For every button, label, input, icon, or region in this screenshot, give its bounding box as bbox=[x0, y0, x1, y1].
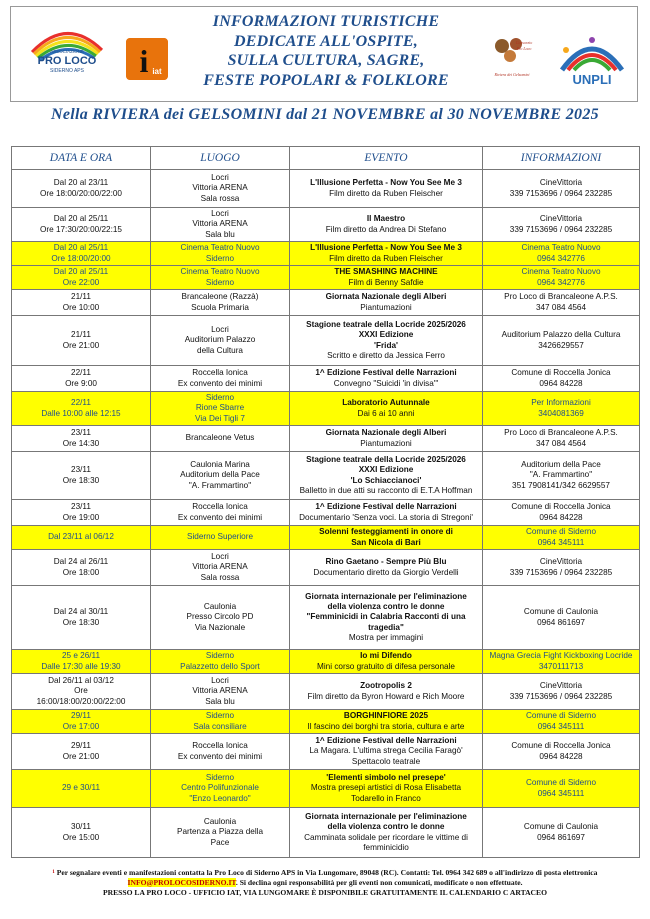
cell-evento bbox=[290, 290, 483, 316]
cell-evento bbox=[290, 650, 483, 674]
cell-informazioni: CineVittoria 339 7153696 / 0964 232285 bbox=[483, 674, 640, 710]
event-title: Io mi Difendo bbox=[360, 651, 412, 661]
header-title-line-2: DEDICATE ALL'OSPITE, bbox=[234, 32, 418, 50]
cell-evento bbox=[290, 242, 483, 266]
cell-data-ora: 21/11 Ore 10:00 bbox=[12, 290, 151, 316]
event-description: Film diretto da Ruben Fleischer bbox=[329, 188, 443, 198]
cell-luogo: Siderno Centro Polifunzionale "Enzo Leonardo" bbox=[151, 770, 290, 808]
cell-evento bbox=[290, 808, 483, 858]
event-description: Piantumazioni bbox=[360, 302, 412, 312]
cell-evento bbox=[290, 316, 483, 366]
table-row bbox=[12, 392, 640, 426]
header-title-line-4: FESTE POPOLARI & FOLKLORE bbox=[203, 71, 449, 89]
event-description: Film di Benny Safdie bbox=[348, 277, 424, 287]
header-title-line-1: INFORMAZIONI TURISTICHE bbox=[212, 13, 440, 30]
consorzio-text-2: Pro Loco bbox=[516, 46, 532, 51]
cell-informazioni: CineVittoria 339 7153696 / 0964 232285 bbox=[483, 550, 640, 586]
cell-informazioni: Auditorium Palazzo della Cultura 3426629557 bbox=[483, 316, 640, 366]
cell-luogo: Cinema Teatro Nuovo Siderno bbox=[151, 242, 290, 266]
table-row bbox=[12, 290, 640, 316]
cell-informazioni: Pro Loco di Brancaleone A.P.S. 347 084 4564 bbox=[483, 290, 640, 316]
cell-informazioni: Cinema Teatro Nuovo 0964 342776 bbox=[483, 266, 640, 290]
event-description: Dai 6 ai 10 anni bbox=[357, 408, 415, 418]
iat-logo-text: iat bbox=[152, 67, 162, 76]
table-row bbox=[12, 500, 640, 526]
cell-data-ora: 21/11 Ore 21:00 bbox=[12, 316, 151, 366]
cell-evento bbox=[290, 770, 483, 808]
cell-data-ora: 22/11 Ore 9:00 bbox=[12, 366, 151, 392]
cell-data-ora: Dal 24 al 30/11 Ore 18:30 bbox=[12, 586, 151, 650]
footer-line-2: PRESSO LA PRO LOCO - UFFICIO IAT, VIA LUNGOMARE È DISPONIBILE GRATUITAMENTE IL CALENDARIO C ARTACEO bbox=[102, 888, 548, 897]
event-description: Camminata solidale per ricordare le vittime di femminicidio bbox=[304, 832, 468, 852]
cell-data-ora: Dal 26/11 al 03/12 Ore 16:00/18:00/20:00/22:00 bbox=[12, 674, 151, 710]
footer-line-1b: elettronica bbox=[563, 868, 598, 877]
cell-evento bbox=[290, 426, 483, 452]
cell-evento bbox=[290, 550, 483, 586]
footer-mark: ¹ bbox=[52, 868, 57, 877]
table-header-row bbox=[12, 147, 640, 170]
consorzio-proloco-logo bbox=[486, 32, 538, 82]
cell-informazioni: Comune di Roccella Jonica 0964 84228 bbox=[483, 734, 640, 770]
cell-luogo: Siderno Palazzetto dello Sport bbox=[151, 650, 290, 674]
event-description: Documentario 'Senza voci. La storia di Stregoni' bbox=[299, 512, 473, 522]
cell-informazioni: CineVittoria 339 7153696 / 0964 232285 bbox=[483, 208, 640, 242]
cell-luogo: Siderno Sala consiliare bbox=[151, 710, 290, 734]
table-row bbox=[12, 316, 640, 366]
event-title: BORGHINFIORE 2025 bbox=[343, 711, 429, 721]
events-table-body bbox=[12, 170, 640, 858]
event-description: Film diretto da Ruben Fleischer bbox=[329, 253, 443, 263]
event-description: Film diretto da Andrea Di Stefano bbox=[325, 224, 447, 234]
event-title: L'Illusione Perfetta - Now You See Me 3 bbox=[310, 243, 462, 253]
cell-evento bbox=[290, 208, 483, 242]
cell-evento bbox=[290, 452, 483, 500]
cell-data-ora: 25 e 26/11 Dalle 17:30 alle 19:30 bbox=[12, 650, 151, 674]
cell-informazioni: Comune di Caulonia 0964 861697 bbox=[483, 808, 640, 858]
cell-evento bbox=[290, 500, 483, 526]
event-description: Il fascino dei borghi tra storia, cultura e arte bbox=[307, 721, 465, 731]
event-title: 'Elementi simbolo nel presepe' bbox=[326, 773, 446, 783]
footer-line-1a: Per segnalare eventi e manifestazioni contatta la Pro Loco di Siderno APS in Via Lungomare, 89048 (RC). Contatti: Tel. 0964 342 689 o all'indirizzo di posta bbox=[56, 868, 562, 877]
header-title bbox=[196, 12, 456, 90]
cell-luogo: Siderno Superiore bbox=[151, 526, 290, 550]
table-row bbox=[12, 650, 640, 674]
table-row bbox=[12, 674, 640, 710]
cell-luogo: Locri Vittoria ARENA Sala rossa bbox=[151, 170, 290, 208]
cell-luogo: Cinema Teatro Nuovo Siderno bbox=[151, 266, 290, 290]
table-row bbox=[12, 586, 640, 650]
cell-luogo: Caulonia Marina Auditorium della Pace "A. Frammartino" bbox=[151, 452, 290, 500]
event-title: 1^ Edizione Festival delle Narrazioni bbox=[315, 502, 457, 512]
footer-note bbox=[14, 868, 636, 898]
event-description: Mini corso gratuito di difesa personale bbox=[317, 661, 455, 671]
header-evento: EVENTO bbox=[290, 147, 483, 170]
cell-evento bbox=[290, 392, 483, 426]
table-row bbox=[12, 242, 640, 266]
event-title: THE SMASHING MACHINE bbox=[334, 267, 438, 277]
table-row bbox=[12, 550, 640, 586]
proloco-assoc-text: ASSOCIAZIONE bbox=[50, 49, 84, 54]
event-title: Zootropolis 2 bbox=[360, 681, 412, 691]
cell-luogo: Roccella Ionica Ex convento dei minimi bbox=[151, 366, 290, 392]
table-row bbox=[12, 710, 640, 734]
cell-informazioni: Comune di Siderno 0964 345111 bbox=[483, 770, 640, 808]
cell-informazioni: Comune di Roccella Jonica 0964 84228 bbox=[483, 366, 640, 392]
event-title: 1^ Edizione Festival delle Narrazioni bbox=[315, 368, 457, 378]
event-description: La Magara. L'ultima strega Cecilia Faragò' Spettacolo teatrale bbox=[309, 746, 463, 766]
table-row bbox=[12, 808, 640, 858]
cell-luogo: Locri Vittoria ARENA Sala rossa bbox=[151, 550, 290, 586]
cell-data-ora: Dal 23/11 al 06/12 bbox=[12, 526, 151, 550]
cell-evento bbox=[290, 710, 483, 734]
cell-data-ora: 29/11 Ore 21:00 bbox=[12, 734, 151, 770]
cell-informazioni: Pro Loco di Brancaleone A.P.S. 347 084 4564 bbox=[483, 426, 640, 452]
cell-data-ora: Dal 24 al 26/11 Ore 18:00 bbox=[12, 550, 151, 586]
unpli-logo-text: UNPLI bbox=[572, 72, 612, 87]
cell-luogo: Caulonia Presso Circolo PD Via Nazionale bbox=[151, 586, 290, 650]
cell-evento bbox=[290, 366, 483, 392]
event-title: Stagione teatrale della Locride 2025/2026 XXXI Edizione 'Frida' bbox=[306, 320, 466, 350]
table-row bbox=[12, 734, 640, 770]
cell-informazioni: Auditorium della Pace "A. Frammartino" 351 7908141/342 6629557 bbox=[483, 452, 640, 500]
event-title: Stagione teatrale della Locride 2025/2026 XXXI Edizione 'Lo Schiaccianoci' bbox=[306, 455, 466, 485]
cell-luogo: Roccella Ionica Ex convento dei minimi bbox=[151, 500, 290, 526]
cell-data-ora: Dal 20 al 25/11 Ore 22:00 bbox=[12, 266, 151, 290]
unpli-logo bbox=[552, 30, 632, 88]
event-description: Mostra per immagini bbox=[348, 632, 424, 642]
cell-data-ora: 29 e 30/11 bbox=[12, 770, 151, 808]
cell-informazioni: Magna Grecia Fight Kickboxing Locride 3470111713 bbox=[483, 650, 640, 674]
header-informazioni: INFORMAZIONI bbox=[483, 147, 640, 170]
event-description: Convegno "Suicidi 'in divisa'" bbox=[333, 378, 439, 388]
cell-luogo: Siderno Rione Sbarre Via Dei Tigli 7 bbox=[151, 392, 290, 426]
cell-luogo: Brancaleone Vetus bbox=[151, 426, 290, 452]
events-table bbox=[11, 146, 640, 858]
cell-informazioni: Comune di Siderno 0964 345111 bbox=[483, 526, 640, 550]
header-title-line-3: SULLA CULTURA, SAGRE, bbox=[227, 52, 425, 69]
cell-informazioni: Cinema Teatro Nuovo 0964 342776 bbox=[483, 242, 640, 266]
event-description: Piantumazioni bbox=[360, 438, 412, 448]
cell-data-ora: 23/11 Ore 18:30 bbox=[12, 452, 151, 500]
event-description: Film diretto da Byron Howard e Rich Moore bbox=[307, 691, 465, 701]
cell-data-ora: 22/11 Dalle 10:00 alle 12:15 bbox=[12, 392, 151, 426]
header-data-ora: DATA E ORA bbox=[12, 147, 151, 170]
cell-data-ora: Dal 20 al 25/11 Ore 17:30/20:00/22:15 bbox=[12, 208, 151, 242]
consorzio-text-1: Consorzio bbox=[515, 40, 533, 45]
cell-informazioni: Per Informazioni 3404081369 bbox=[483, 392, 640, 426]
event-title: Laboratorio Autunnale bbox=[342, 398, 430, 408]
footer-line-1c: . Si declina ogni responsabilità per gli eventi non comunicati, modificate o non effettuate. bbox=[235, 878, 523, 887]
cell-luogo: Locri Vittoria ARENA Sala blu bbox=[151, 208, 290, 242]
table-row bbox=[12, 526, 640, 550]
table-row bbox=[12, 170, 640, 208]
table-row bbox=[12, 208, 640, 242]
cell-luogo: Brancaleone (Razzà) Scuola Primaria bbox=[151, 290, 290, 316]
cell-data-ora: 29/11 Ore 17:00 bbox=[12, 710, 151, 734]
event-title: Giornata Nazionale degli Alberi bbox=[325, 292, 447, 302]
cell-luogo: Locri Auditorium Palazzo della Cultura bbox=[151, 316, 290, 366]
header-luogo: LUOGO bbox=[151, 147, 290, 170]
event-description: Balletto in due atti su racconto di E.T.A Hoffman bbox=[299, 485, 473, 495]
cell-data-ora: Dal 20 al 23/11 Ore 18:00/20:00/22:00 bbox=[12, 170, 151, 208]
cell-luogo: Locri Vittoria ARENA Sala blu bbox=[151, 674, 290, 710]
event-title: Giornata internazionale per l'eliminazione della violenza contro le donne bbox=[305, 812, 467, 832]
cell-informazioni: Comune di Caulonia 0964 861697 bbox=[483, 586, 640, 650]
cell-evento bbox=[290, 586, 483, 650]
iat-logo bbox=[126, 38, 168, 80]
proloco-city-text: SIDERNO APS bbox=[50, 68, 84, 74]
proloco-siderno-logo bbox=[24, 20, 110, 82]
table-row bbox=[12, 770, 640, 808]
event-title: 1^ Edizione Festival delle Narrazioni bbox=[315, 736, 457, 746]
cell-evento bbox=[290, 734, 483, 770]
cell-evento bbox=[290, 526, 483, 550]
cell-data-ora: 30/11 Ore 15:00 bbox=[12, 808, 151, 858]
cell-evento bbox=[290, 674, 483, 710]
event-title: L'Illusione Perfetta - Now You See Me 3 bbox=[310, 178, 462, 188]
cell-informazioni: Comune di Siderno 0964 345111 bbox=[483, 710, 640, 734]
table-row bbox=[12, 426, 640, 452]
cell-luogo: Roccella Ionica Ex convento dei minimi bbox=[151, 734, 290, 770]
event-description: Mostra presepi artistici di Rosa Elisabetta Todarello in Franco bbox=[310, 783, 462, 803]
iat-logo-letter: i bbox=[139, 43, 149, 79]
event-title: Il Maestro bbox=[366, 214, 406, 224]
footer-email-link[interactable]: INFO@PROLOCOSIDERNO.IT bbox=[127, 878, 236, 887]
cell-data-ora: 23/11 Ore 19:00 bbox=[12, 500, 151, 526]
date-range-subtitle: Nella RIVIERA dei GELSOMINI dal 21 NOVEMBRE al 30 NOVEMBRE 2025 bbox=[51, 106, 599, 123]
table-row bbox=[12, 366, 640, 392]
event-title: Solenni festeggiamenti in onore di San Nicola di Bari bbox=[319, 527, 453, 547]
cell-informazioni: Comune di Roccella Jonica 0964 84228 bbox=[483, 500, 640, 526]
proloco-name-text: PRO LOCO bbox=[37, 55, 97, 67]
cell-evento bbox=[290, 266, 483, 290]
event-description: Scritto e diretto da Jessica Ferro bbox=[327, 350, 445, 360]
cell-informazioni: CineVittoria 339 7153696 / 0964 232285 bbox=[483, 170, 640, 208]
event-title: Rino Gaetano - Sempre Più Blu bbox=[325, 557, 447, 567]
cell-data-ora: 23/11 Ore 14:30 bbox=[12, 426, 151, 452]
event-description: Documentario diretto da Giorgio Verdelli bbox=[313, 567, 459, 577]
event-title: Giornata Nazionale degli Alberi bbox=[325, 428, 447, 438]
consorzio-text-3: Riviera dei Gelsomini bbox=[494, 72, 530, 77]
cell-data-ora: Dal 20 al 25/11 Ore 18:00/20:00 bbox=[12, 242, 151, 266]
table-row bbox=[12, 452, 640, 500]
cell-luogo: Caulonia Partenza a Piazza della Pace bbox=[151, 808, 290, 858]
event-title: Giornata internazionale per l'eliminazione della violenza contro le donne "Femminicidi in Calabria Racconti di una tragedia" bbox=[305, 591, 467, 632]
cell-evento bbox=[290, 170, 483, 208]
table-row bbox=[12, 266, 640, 290]
